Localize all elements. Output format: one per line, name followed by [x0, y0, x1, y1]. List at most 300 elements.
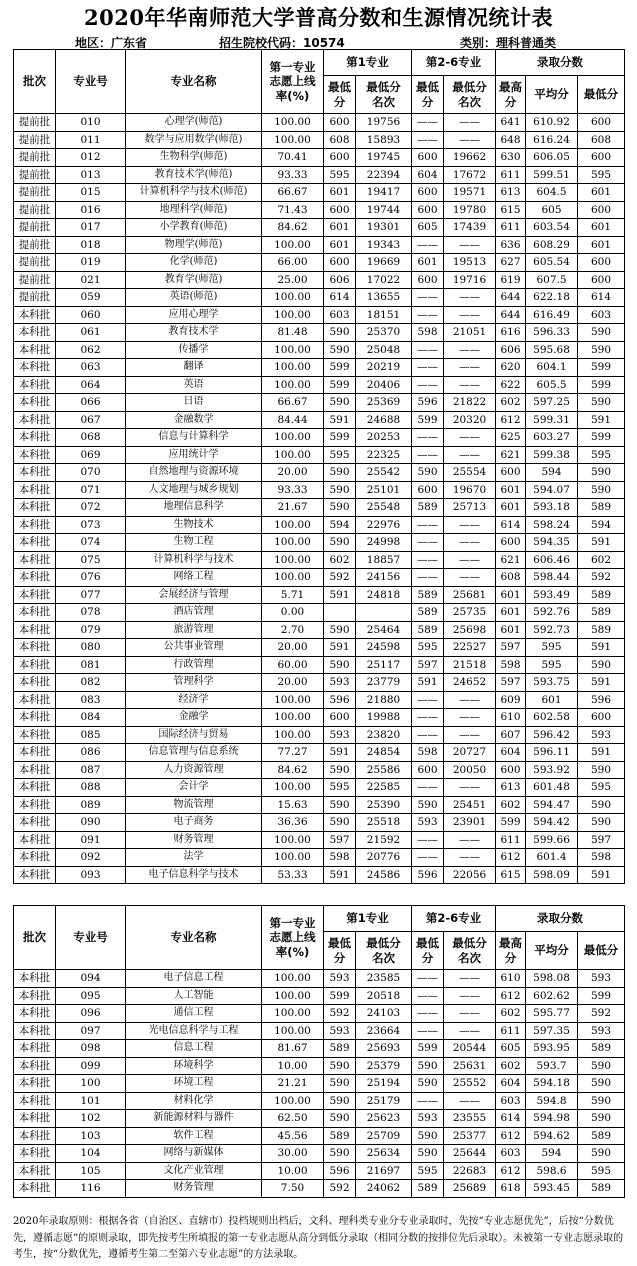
cell-avg-score: 593.45: [526, 1180, 578, 1198]
cell-first-min-score: 592: [324, 569, 356, 587]
cell-batch: 本科批: [14, 1022, 56, 1040]
cell-first-min-rank: 19756: [356, 114, 412, 132]
cell-avg-score: 595.68: [526, 341, 578, 359]
table-row: [14, 429, 625, 447]
cell-avg-score: 594.42: [526, 814, 578, 832]
cell-first-choice-rate: 100.00: [262, 236, 324, 254]
cell-max-score: 602: [496, 796, 526, 814]
cell-max-score: 615: [496, 201, 526, 219]
cell-batch: 本科批: [14, 324, 56, 342]
cell-other-min-rank: 25681: [444, 586, 496, 604]
cell-other-min-rank: 22056: [444, 866, 496, 884]
cell-first-min-rank: 21592: [356, 831, 412, 849]
cell-max-score: 644: [496, 306, 526, 324]
cell-lowest-score: 590: [578, 1057, 625, 1075]
cell-first-min-rank: 21880: [356, 691, 412, 709]
cell-other-min-rank: ——: [444, 1005, 496, 1023]
cell-lowest-score: 593: [578, 1022, 625, 1040]
cell-first-min-score: 590: [324, 481, 356, 499]
cell-other-min-rank: 21051: [444, 324, 496, 342]
cell-avg-score: 604.1: [526, 359, 578, 377]
cell-first-min-rank: 24818: [356, 586, 412, 604]
table-row: [14, 691, 625, 709]
cell-major-name: 法学: [126, 849, 262, 867]
cell-major-code: 021: [56, 271, 126, 289]
cell-first-min-rank: 21697: [356, 1162, 412, 1180]
cell-lowest-score: 599: [578, 987, 625, 1005]
cell-lowest-score: 590: [578, 761, 625, 779]
cell-other-min-rank: 19513: [444, 254, 496, 272]
cell-batch: 本科批: [14, 1075, 56, 1093]
table-row: [14, 289, 625, 307]
cell-max-score: 615: [496, 866, 526, 884]
cell-other-min-rank: ——: [444, 236, 496, 254]
cell-lowest-score: 592: [578, 1005, 625, 1023]
cell-lowest-score: 589: [578, 1180, 625, 1198]
cell-first-min-rank: 18857: [356, 551, 412, 569]
cell-max-score: 601: [496, 604, 526, 622]
cell-first-min-rank: 25194: [356, 1075, 412, 1093]
cell-major-code: 084: [56, 709, 126, 727]
cell-major-name: 管理科学: [126, 674, 262, 692]
cell-first-min-rank: 19988: [356, 709, 412, 727]
cell-other-min-rank: ——: [444, 691, 496, 709]
cell-lowest-score: 590: [578, 394, 625, 412]
cell-first-min-rank: 25548: [356, 499, 412, 517]
cell-first-choice-rate: 100.00: [262, 726, 324, 744]
cell-major-name: 教育技术学: [126, 324, 262, 342]
cell-major-name: 计算机科学与技术(师范): [126, 184, 262, 202]
cell-max-score: 601: [496, 481, 526, 499]
cell-avg-score: 602.58: [526, 709, 578, 727]
cell-first-choice-rate: 100.00: [262, 534, 324, 552]
cell-first-choice-rate: 100.00: [262, 131, 324, 149]
cell-first-choice-rate: 100.00: [262, 691, 324, 709]
cell-avg-score: 616.24: [526, 131, 578, 149]
cell-max-score: 622: [496, 376, 526, 394]
cell-major-name: 人文地理与城乡规划: [126, 481, 262, 499]
cell-first-min-score: 593: [324, 726, 356, 744]
cell-lowest-score: 601: [578, 184, 625, 202]
cell-max-score: 597: [496, 674, 526, 692]
header-min-score: 最低 分: [412, 76, 444, 114]
table-row: [14, 499, 625, 517]
cell-other-min-score: 605: [412, 219, 444, 237]
cell-other-min-rank: 25713: [444, 499, 496, 517]
cell-first-min-rank: 25101: [356, 481, 412, 499]
cell-first-choice-rate: 100.00: [262, 306, 324, 324]
cell-batch: 本科批: [14, 446, 56, 464]
cell-major-code: 076: [56, 569, 126, 587]
cell-other-min-score: ——: [412, 1022, 444, 1040]
cell-first-choice-rate: 100.00: [262, 1022, 324, 1040]
cell-max-score: 648: [496, 131, 526, 149]
cell-other-min-rank: 25735: [444, 604, 496, 622]
table-row: [14, 779, 625, 797]
cell-first-min-rank: 25117: [356, 656, 412, 674]
table-row: [14, 1127, 625, 1145]
cell-avg-score: 598.08: [526, 970, 578, 988]
cell-major-name: 金融数学: [126, 411, 262, 429]
cell-lowest-score: 601: [578, 236, 625, 254]
cell-first-min-score: 591: [324, 866, 356, 884]
header-major-code: 专业号: [56, 50, 126, 114]
cell-other-min-rank: ——: [444, 114, 496, 132]
cell-lowest-score: 600: [578, 201, 625, 219]
cell-first-min-rank: 25634: [356, 1145, 412, 1163]
cell-major-code: 104: [56, 1145, 126, 1163]
header-min-score: 最低 分: [412, 932, 444, 970]
cell-first-min-score: 595: [324, 779, 356, 797]
cell-other-min-score: 589: [412, 621, 444, 639]
cell-first-min-rank: 25179: [356, 1092, 412, 1110]
header-avg-score: 平均分: [526, 932, 578, 970]
table-row: [14, 219, 625, 237]
cell-max-score: 641: [496, 114, 526, 132]
cell-lowest-score: 591: [578, 639, 625, 657]
cell-other-min-score: 597: [412, 656, 444, 674]
cell-first-choice-rate: 81.48: [262, 324, 324, 342]
cell-first-min-score: 591: [324, 586, 356, 604]
cell-batch: 提前批: [14, 184, 56, 202]
table-row: [14, 569, 625, 587]
table-row: [14, 464, 625, 482]
table-row: [14, 341, 625, 359]
cell-batch: 本科批: [14, 1162, 56, 1180]
cell-other-min-score: ——: [412, 289, 444, 307]
table-row: [14, 236, 625, 254]
cell-major-name: 翻译: [126, 359, 262, 377]
cell-other-min-score: ——: [412, 446, 444, 464]
cell-lowest-score: 603: [578, 306, 625, 324]
cell-max-score: 611: [496, 166, 526, 184]
cell-other-min-rank: ——: [444, 569, 496, 587]
cell-other-min-score: 590: [412, 1057, 444, 1075]
cell-other-min-rank: 17672: [444, 166, 496, 184]
cell-batch: 本科批: [14, 376, 56, 394]
cell-first-choice-rate: 21.21: [262, 1075, 324, 1093]
cell-major-name: 化学(师范): [126, 254, 262, 272]
cell-major-name: 信息工程: [126, 1040, 262, 1058]
cell-avg-score: 593.75: [526, 674, 578, 692]
cell-first-min-score: 603: [324, 306, 356, 324]
cell-first-choice-rate: 25.00: [262, 271, 324, 289]
cell-max-score: 599: [496, 814, 526, 832]
cell-max-score: 608: [496, 569, 526, 587]
cell-avg-score: 596.42: [526, 726, 578, 744]
cell-lowest-score: 590: [578, 324, 625, 342]
cell-other-min-rank: ——: [444, 726, 496, 744]
cell-major-code: 072: [56, 499, 126, 517]
cell-first-min-rank: 19301: [356, 219, 412, 237]
cell-first-min-score: 590: [324, 1092, 356, 1110]
cell-major-name: 电子商务: [126, 814, 262, 832]
cell-lowest-score: 590: [578, 341, 625, 359]
cell-first-choice-rate: 15.63: [262, 796, 324, 814]
cell-other-min-score: ——: [412, 779, 444, 797]
table-row: [14, 1075, 625, 1093]
cell-first-min-score: 590: [324, 464, 356, 482]
cell-first-min-score: 600: [324, 709, 356, 727]
cell-other-min-rank: ——: [444, 289, 496, 307]
cell-other-min-rank: ——: [444, 131, 496, 149]
table-row: [14, 201, 625, 219]
cell-other-min-rank: 19716: [444, 271, 496, 289]
cell-major-name: 传播学: [126, 341, 262, 359]
table-row: [14, 796, 625, 814]
cell-other-min-rank: 23555: [444, 1110, 496, 1128]
cell-first-min-rank: 20219: [356, 359, 412, 377]
cell-first-min-score: 606: [324, 271, 356, 289]
cell-other-min-rank: 21518: [444, 656, 496, 674]
cell-first-choice-rate: 100.00: [262, 779, 324, 797]
cell-avg-score: 594.47: [526, 796, 578, 814]
cell-other-min-score: 600: [412, 184, 444, 202]
cell-first-choice-rate: 100.00: [262, 359, 324, 377]
table-row: [14, 849, 625, 867]
cell-first-choice-rate: 84.62: [262, 761, 324, 779]
cell-first-min-score: 614: [324, 289, 356, 307]
cell-batch: 本科批: [14, 481, 56, 499]
cell-other-min-rank: ——: [444, 359, 496, 377]
cell-major-code: 069: [56, 446, 126, 464]
cell-lowest-score: 595: [578, 779, 625, 797]
table-row: [14, 324, 625, 342]
table-row: [14, 866, 625, 884]
header-min-rank: 最低分 名次: [444, 932, 496, 970]
cell-lowest-score: 599: [578, 376, 625, 394]
cell-max-score: 636: [496, 236, 526, 254]
cell-avg-score: 603.27: [526, 429, 578, 447]
cell-batch: 提前批: [14, 271, 56, 289]
cell-other-min-score: 589: [412, 586, 444, 604]
cell-other-min-rank: 25451: [444, 796, 496, 814]
cell-first-min-rank: 20406: [356, 376, 412, 394]
cell-batch: 本科批: [14, 411, 56, 429]
cell-batch: 提前批: [14, 254, 56, 272]
cell-major-name: 新能源材料与器件: [126, 1110, 262, 1128]
header-major-name: 专业名称: [126, 50, 262, 114]
header-min-rank: 最低分 名次: [444, 76, 496, 114]
cell-first-min-rank: 22585: [356, 779, 412, 797]
cell-batch: 本科批: [14, 987, 56, 1005]
cell-other-min-rank: 17439: [444, 219, 496, 237]
cell-max-score: 603: [496, 1092, 526, 1110]
cell-avg-score: 594.07: [526, 481, 578, 499]
cell-major-code: 105: [56, 1162, 126, 1180]
cell-major-name: 数学与应用数学(师范): [126, 131, 262, 149]
table-row: [14, 674, 625, 692]
cell-batch: 本科批: [14, 656, 56, 674]
category-label: 类别：理科普通类: [460, 36, 557, 50]
cell-major-name: 网络与新媒体: [126, 1145, 262, 1163]
cell-first-choice-rate: 2.70: [262, 621, 324, 639]
cell-other-min-rank: 25554: [444, 464, 496, 482]
cell-major-name: 心理学(师范): [126, 114, 262, 132]
cell-avg-score: 593.7: [526, 1057, 578, 1075]
table-row: [14, 621, 625, 639]
cell-first-choice-rate: 100.00: [262, 289, 324, 307]
cell-other-min-score: ——: [412, 970, 444, 988]
cell-major-code: 083: [56, 691, 126, 709]
table-row: [14, 481, 625, 499]
cell-other-min-score: ——: [412, 306, 444, 324]
header-first-choice-rate: 第一专业 志愿上线 率(%): [262, 50, 324, 114]
cell-first-min-rank: 25693: [356, 1040, 412, 1058]
cell-batch: 本科批: [14, 341, 56, 359]
cell-other-min-score: ——: [412, 376, 444, 394]
cell-first-choice-rate: 100.00: [262, 709, 324, 727]
cell-other-min-score: ——: [412, 849, 444, 867]
cell-lowest-score: 599: [578, 429, 625, 447]
table-row: [14, 1022, 625, 1040]
cell-major-code: 018: [56, 236, 126, 254]
header-avg-score: 平均分: [526, 76, 578, 114]
cell-major-code: 077: [56, 586, 126, 604]
cell-first-min-rank: 22394: [356, 166, 412, 184]
table-row: [14, 1162, 625, 1180]
school-code-label: 招生院校代码：10574: [219, 36, 345, 50]
cell-major-name: 网络工程: [126, 569, 262, 587]
cell-first-choice-rate: 30.00: [262, 1145, 324, 1163]
cell-major-code: 095: [56, 987, 126, 1005]
cell-other-min-rank: ——: [444, 831, 496, 849]
cell-major-code: 075: [56, 551, 126, 569]
cell-other-min-score: 601: [412, 254, 444, 272]
table-row: [14, 709, 625, 727]
cell-lowest-score: 602: [578, 551, 625, 569]
cell-avg-score: 599.31: [526, 411, 578, 429]
cell-first-min-score: 590: [324, 656, 356, 674]
cell-major-code: 012: [56, 149, 126, 167]
cell-batch: 本科批: [14, 761, 56, 779]
cell-max-score: 644: [496, 289, 526, 307]
cell-avg-score: 605.54: [526, 254, 578, 272]
cell-major-code: 070: [56, 464, 126, 482]
table-row: [14, 184, 625, 202]
cell-lowest-score: 591: [578, 744, 625, 762]
cell-major-name: 光电信息科学与工程: [126, 1022, 262, 1040]
cell-major-code: 102: [56, 1110, 126, 1128]
cell-max-score: 630: [496, 149, 526, 167]
cell-lowest-score: 595: [578, 1162, 625, 1180]
cell-first-min-rank: 24854: [356, 744, 412, 762]
cell-other-min-score: 596: [412, 866, 444, 884]
cell-first-choice-rate: 100.00: [262, 341, 324, 359]
cell-max-score: 614: [496, 516, 526, 534]
cell-other-min-score: 589: [412, 499, 444, 517]
cell-lowest-score: 596: [578, 691, 625, 709]
cell-other-min-score: 590: [412, 464, 444, 482]
cell-first-min-score: 591: [324, 411, 356, 429]
cell-other-min-score: ——: [412, 987, 444, 1005]
cell-max-score: 603: [496, 1145, 526, 1163]
cell-major-code: 085: [56, 726, 126, 744]
cell-other-min-score: 593: [412, 1110, 444, 1128]
cell-max-score: 605: [496, 1040, 526, 1058]
header-min-rank: 最低分 名次: [356, 76, 412, 114]
cell-first-choice-rate: 21.67: [262, 499, 324, 517]
cell-first-min-score: 595: [324, 446, 356, 464]
cell-major-code: 087: [56, 761, 126, 779]
cell-major-code: 015: [56, 184, 126, 202]
cell-first-min-rank: 25709: [356, 1127, 412, 1145]
cell-batch: 本科批: [14, 1092, 56, 1110]
header-major-code: 专业号: [56, 906, 126, 970]
cell-major-name: 会展经济与管理: [126, 586, 262, 604]
cell-batch: 提前批: [14, 114, 56, 132]
cell-avg-score: 605.5: [526, 376, 578, 394]
table-row: [14, 394, 625, 412]
cell-major-name: 酒店管理: [126, 604, 262, 622]
cell-other-min-score: ——: [412, 726, 444, 744]
cell-first-min-rank: 22325: [356, 446, 412, 464]
cell-major-name: 人工智能: [126, 987, 262, 1005]
cell-max-score: 612: [496, 849, 526, 867]
cell-other-min-rank: 22683: [444, 1162, 496, 1180]
cell-major-code: 101: [56, 1092, 126, 1110]
cell-first-min-score: 597: [324, 831, 356, 849]
table-row: [14, 1040, 625, 1058]
cell-max-score: 618: [496, 1180, 526, 1198]
cell-batch: 本科批: [14, 866, 56, 884]
cell-avg-score: 606.05: [526, 149, 578, 167]
cell-max-score: 621: [496, 551, 526, 569]
cell-lowest-score: 601: [578, 219, 625, 237]
cell-major-code: 061: [56, 324, 126, 342]
cell-other-min-rank: 20727: [444, 744, 496, 762]
cell-lowest-score: 590: [578, 1145, 625, 1163]
cell-first-min-score: 592: [324, 1005, 356, 1023]
table-body-1: [14, 114, 625, 884]
cell-major-code: 116: [56, 1180, 126, 1198]
cell-first-min-score: 593: [324, 674, 356, 692]
cell-other-min-score: 589: [412, 1180, 444, 1198]
cell-first-min-rank: 25464: [356, 621, 412, 639]
cell-major-name: 电子信息工程: [126, 970, 262, 988]
cell-avg-score: 603.54: [526, 219, 578, 237]
cell-batch: 本科批: [14, 849, 56, 867]
cell-lowest-score: 595: [578, 446, 625, 464]
cell-other-min-rank: ——: [444, 779, 496, 797]
cell-major-code: 100: [56, 1075, 126, 1093]
cell-first-min-score: 593: [324, 1022, 356, 1040]
cell-first-min-score: 590: [324, 761, 356, 779]
cell-first-min-score: 591: [324, 639, 356, 657]
cell-avg-score: 596.11: [526, 744, 578, 762]
cell-first-min-score: 595: [324, 166, 356, 184]
cell-max-score: 604: [496, 744, 526, 762]
cell-lowest-score: 595: [578, 166, 625, 184]
cell-other-min-score: ——: [412, 359, 444, 377]
header-batch: 批次: [14, 906, 56, 970]
cell-major-name: 行政管理: [126, 656, 262, 674]
cell-first-choice-rate: 100.00: [262, 114, 324, 132]
cell-major-code: 096: [56, 1005, 126, 1023]
cell-avg-score: 610.92: [526, 114, 578, 132]
cell-major-code: 013: [56, 166, 126, 184]
cell-other-min-score: 600: [412, 271, 444, 289]
cell-batch: 本科批: [14, 1180, 56, 1198]
cell-max-score: 607: [496, 726, 526, 744]
cell-other-min-rank: 25552: [444, 1075, 496, 1093]
cell-first-min-rank: 20518: [356, 987, 412, 1005]
table-row: [14, 656, 625, 674]
table-row: [14, 446, 625, 464]
cell-major-code: 068: [56, 429, 126, 447]
cell-other-min-score: 590: [412, 1075, 444, 1093]
cell-other-min-score: ——: [412, 341, 444, 359]
